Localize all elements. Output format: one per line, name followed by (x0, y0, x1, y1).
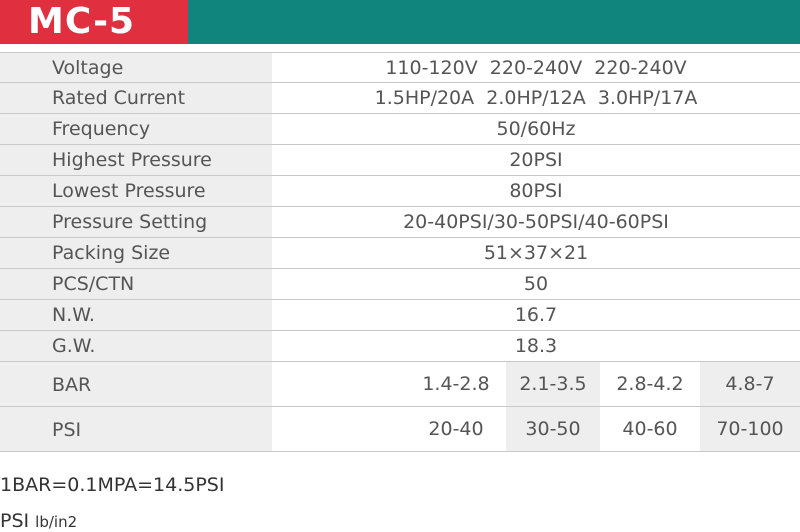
spec-value: 50/60Hz (496, 118, 576, 140)
spec-value: 20-40PSI/30-50PSI/40-60PSI (403, 211, 669, 233)
psi-unit-label: PSI (0, 510, 30, 532)
spec-row-bar (0, 362, 800, 407)
spec-row-psi (0, 407, 800, 452)
spec-label: Lowest Pressure (0, 176, 272, 206)
conversion-note: 1BAR=0.1MPA=14.5PSI (0, 474, 225, 496)
spec-row-net-weight (0, 300, 800, 331)
spec-label: Frequency (0, 114, 272, 144)
spec-row-rated-current (0, 83, 800, 114)
spec-label: N.W. (0, 300, 272, 330)
psi-value: 70-100 (700, 407, 800, 451)
bar-value: 2.1-3.5 (506, 362, 600, 406)
psi-value: 20-40 (428, 418, 484, 440)
spec-value: 20PSI (509, 149, 563, 171)
psi-value: 30-50 (506, 407, 600, 451)
bar-value: 2.8-4.2 (616, 373, 684, 395)
spec-value: 80PSI (509, 180, 563, 202)
bar-value: 1.4-2.8 (422, 373, 490, 395)
spec-row-highest-pressure (0, 145, 800, 176)
spec-row-frequency (0, 114, 800, 145)
header-teal-band (188, 0, 800, 44)
spec-label: Pressure Setting (0, 207, 272, 237)
spec-row-voltage (0, 52, 800, 83)
psi-unit-note (0, 510, 77, 532)
spec-row-lowest-pressure (0, 176, 800, 207)
spec-value: 110-120V 220-240V 220-240V (385, 57, 687, 79)
model-title: MC-5 (0, 0, 188, 44)
spec-label: Voltage (0, 53, 272, 82)
psi-label: PSI (0, 407, 272, 451)
spec-label: Rated Current (0, 83, 272, 113)
spec-value: 18.3 (514, 335, 558, 357)
psi-value: 40-60 (622, 418, 678, 440)
psi-unit: lb/in2 (35, 513, 78, 531)
spec-table (0, 52, 800, 452)
header-bar (0, 0, 800, 44)
spec-row-pcs-ctn (0, 269, 800, 300)
spec-label: PCS/CTN (0, 269, 272, 299)
spec-label: Packing Size (0, 238, 272, 268)
spec-row-pressure-setting (0, 207, 800, 238)
spec-value: 16.7 (514, 304, 558, 326)
spec-row-packing-size (0, 238, 800, 269)
spec-value: 51×37×21 (483, 242, 589, 264)
spec-label: Highest Pressure (0, 145, 272, 175)
spec-label: G.W. (0, 331, 272, 361)
bar-value: 4.8-7 (700, 362, 800, 406)
spec-value: 1.5HP/20A 2.0HP/12A 3.0HP/17A (374, 87, 698, 109)
bar-label: BAR (0, 362, 272, 406)
spec-row-gross-weight (0, 331, 800, 362)
spec-value: 50 (523, 273, 549, 295)
